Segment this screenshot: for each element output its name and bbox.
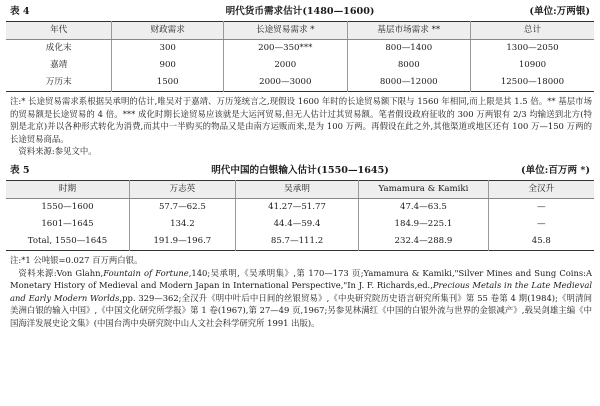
- table-cell: 85.7—111.2: [235, 233, 358, 251]
- table-header-cell: 财政需求: [112, 22, 224, 40]
- table-cell: 嘉靖: [50, 60, 68, 71]
- table4-number: 表 4: [10, 6, 30, 17]
- table-cell: 134.2: [129, 216, 235, 233]
- table5-caption: [6, 164, 594, 178]
- table-cell: 1601—1645: [41, 219, 94, 230]
- table-header-cell: Yamamura & Kamiki: [359, 180, 488, 198]
- table5-unit: (单位:百万两 *): [521, 164, 590, 176]
- table-row: [6, 216, 594, 233]
- table-cell: 41.27—51.77: [235, 198, 358, 216]
- table-cell: 800—1400: [347, 40, 470, 58]
- table-cell: 200—350***: [224, 40, 347, 58]
- table5-number: 表 5: [10, 164, 30, 176]
- table-cell: 12500—18000: [470, 74, 594, 92]
- table-cell: 万历末: [45, 77, 72, 88]
- table-row: [6, 40, 594, 58]
- table-cell: 2000: [224, 57, 347, 74]
- table-row: [6, 233, 594, 251]
- table-cell: —: [488, 216, 594, 233]
- table5-notes: [10, 254, 592, 330]
- table-cell: 47.4—63.5: [359, 198, 488, 216]
- table4-header-row: [6, 22, 594, 40]
- table-header-cell: 全汉升: [488, 180, 594, 198]
- table-cell: 44.4—59.4: [235, 216, 358, 233]
- table-header-cell: 时期: [6, 180, 129, 198]
- table4-source: 资料来源:参见文中。: [18, 146, 97, 157]
- table-header-cell: 吴承明: [235, 180, 358, 198]
- table4: [6, 21, 594, 92]
- table5: [6, 180, 594, 251]
- table4-caption: [6, 5, 594, 19]
- table5-header-row: [6, 180, 594, 198]
- table5-title: 明代中国的白银输入估计(1550—1645): [211, 164, 389, 176]
- table5-sources: 资料来源:Von Glahn,Fountain of Fortune,140;吴承明,《吴承明集》,第 170—173 页;Yamamura & Kamiki,"Silver Mines and Sung Coins:A Monetary History of Medieval and Modern Japan in International Perspective,"In J. F. Richards,ed.,Precious Metals in the Late Medieval and Early Modern Worlds,pp. 329—362;全汉升《明中叶后中日间的丝银贸易》,《中央研究院历史语言研究所集刊》第 55 卷第 4 期(1984);《明清间美洲白银的输入中国》,《中国文化研究所学报》第 1 卷(1967),第 27—49 页,1967;另参见林满红《中国的白银外流与世界的金银减产》,载吴剑雄主编《中国海洋发展史论文集》(中国台湾中央研究院中山人文社会科学研究所 1991 出版)。: [10, 267, 593, 328]
- document-page: [6, 5, 594, 330]
- table-cell: 184.9—225.1: [359, 216, 488, 233]
- table-cell: 45.8: [488, 233, 594, 251]
- table-row: [6, 74, 594, 92]
- table-cell: 57.7—62.5: [129, 198, 235, 216]
- table-cell: 300: [112, 40, 224, 58]
- table-header-cell: 长途贸易需求 *: [224, 22, 347, 40]
- table-cell: 10900: [470, 57, 594, 74]
- table5-footnote: 注:*1 公吨银=0.027 百万两白银。: [10, 254, 143, 265]
- table-cell: 8000—12000: [347, 74, 470, 92]
- table-header-cell: 总计: [470, 22, 594, 40]
- table-cell: Total, 1550—1645: [27, 236, 108, 247]
- table4-title: 明代货币需求估计(1480—1600): [225, 6, 375, 17]
- table-cell: 1500: [112, 74, 224, 92]
- table-header-cell: 年代: [6, 22, 112, 40]
- table4-notes: [10, 95, 592, 158]
- table-cell: 191.9—196.7: [129, 233, 235, 251]
- table-cell: 成化末: [45, 43, 72, 54]
- table-header-cell: 基层市场需求 **: [347, 22, 470, 40]
- table-row: [6, 198, 594, 216]
- table-row: [6, 57, 594, 74]
- table-cell: 900: [112, 57, 224, 74]
- table4-footnote: 注:* 长途贸易需求系根据吴承明的估计,唯吴对于嘉靖、万历笼统言之,现假设 1600 年时的长途贸易额下限与 1560 年相同,而上限是其 1.5 倍。** 基层市场的贸易额是长途贸易的 4 倍。*** 成化时期长途贸易应该就是大运河贸易,但无人估计过其贸易额。笔者假设政府征收的 300 万两银有 2/3 均输送到北方(特别是北京)并以各种形式转化为消费,而其中一半购买的物品又是由南方运贩而来,是为 100 万两。再假设在此之外,其他渠道或地区还有 100 万—150 万两的长途贸易商品。: [10, 96, 592, 144]
- table-cell: 232.4—288.9: [359, 233, 488, 251]
- table-cell: 1550—1600: [41, 202, 94, 213]
- table-header-cell: 万志英: [129, 180, 235, 198]
- table-cell: 1300—2050: [470, 40, 594, 58]
- table-cell: 8000: [347, 57, 470, 74]
- table4-unit: (单位:万两银): [529, 6, 590, 17]
- table-cell: —: [488, 198, 594, 216]
- table-cell: 2000—3000: [224, 74, 347, 92]
